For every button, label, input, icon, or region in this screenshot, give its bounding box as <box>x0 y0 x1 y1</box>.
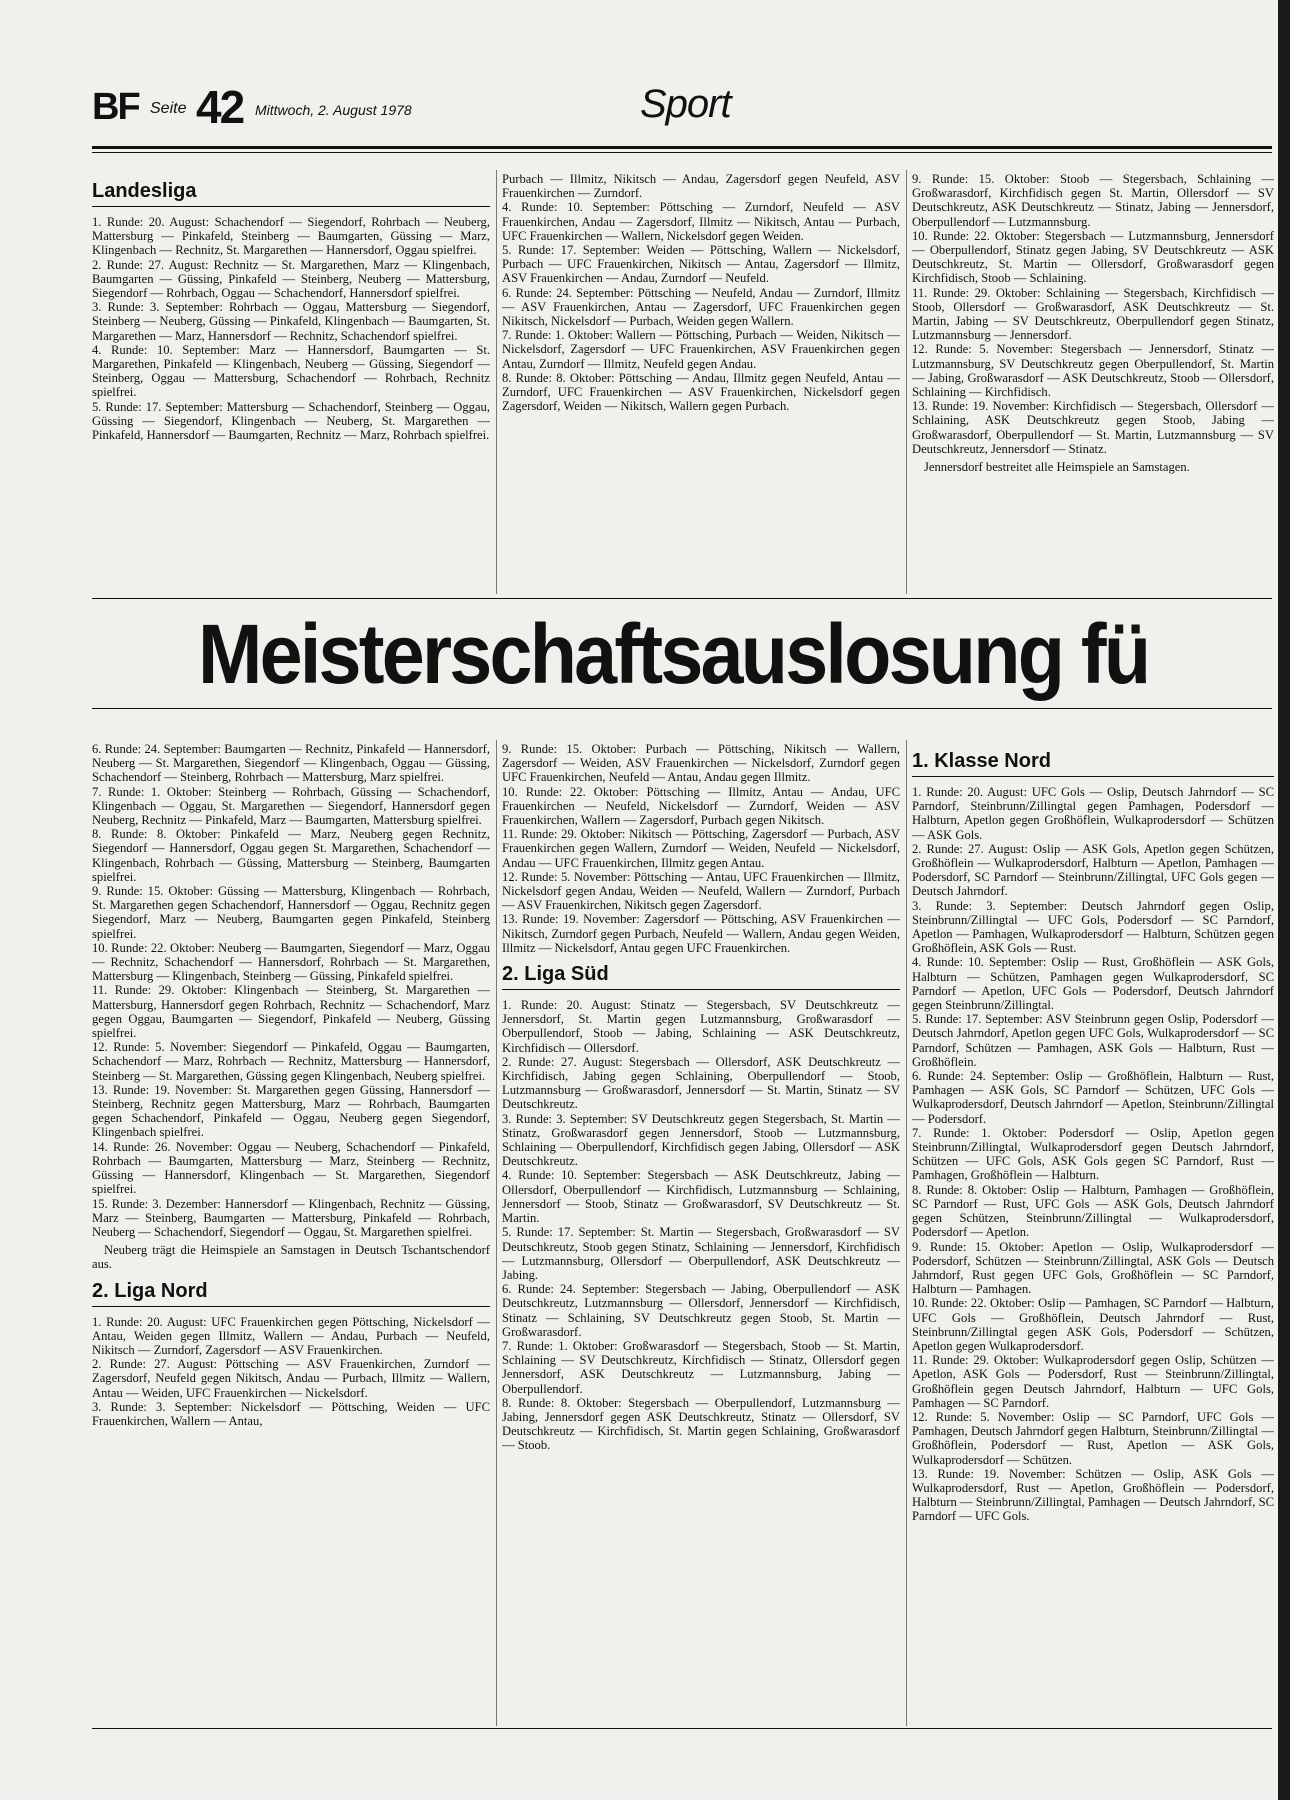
landesliga-column-lower <box>92 742 490 1722</box>
column-divider <box>906 170 907 594</box>
column-divider <box>906 740 907 1726</box>
klasse1nord-heading: 1. Klasse Nord <box>912 750 1274 777</box>
klasse1nord-column <box>912 742 1274 1722</box>
masthead-rule <box>92 146 1272 149</box>
liga2sued-rounds-9-13: 9. Runde: 15. Oktober: Stoob — Stegersbach, Schlaining — Großwarasdorf, Kirchfidisch gegen St. Martin, Ollersdorf — SV Deutschkreutz, ASK Deutschkreutz — Stinatz, Jabing — Jennersdorf, Oberpullendorf — Lutzmannsburg. 10. Runde: 22. Oktober: Stegersbach — Lutzmannsburg, Jennersdorf — Oberpullendorf, Stinatz gegen Jabing, SV Deutschkreutz — ASK Deutschkreutz, St. Martin — Ollersdorf, Großwarasdorf gegen Kirchfidisch, Stoob — Schlaining. 11. Runde: 29. Oktober: Schlaining — Stegersbach, Kirchfidisch — Stoob, Ollersdorf — Großwarasdorf, ASK Deutschkreutz — St. Martin, Jabing — SV Deutschkreutz, Oberpullendorf gegen Stinatz, Lutzmannsburg — Jennersdorf. 12. Runde: 5. November: Stegersbach — Jennersdorf, Stinatz — Lutzmannsburg, SV Deutschkreutz gegen Oberpullendorf, St. Martin — Jabing, Großwarasdorf — ASK Deutschkreutz, Stoob — Ollersdorf, Schlaining — Kirchfidisch. 13. Runde: 19. November: Kirchfidisch — Stegersbach, Ollersdorf — Schlaining, ASK Deutschkreutz gegen Stoob, Jabing — Großwarasdorf, Oberpullendorf — St. Martin, Lutzmannsburg — SV Deutschkreutz, Jennersdorf — Stinatz. <box>912 172 1274 456</box>
liga2sued-column-upper <box>912 172 1274 592</box>
liga2nord-rounds-3-8: Purbach — Illmitz, Nikitsch — Andau, Zagersdorf gegen Neufeld, ASV Frauenkirchen — Zurndorf. 4. Runde: 10. September: Pöttsching — Zurndorf, Neufeld — ASV Frauenkirchen, Andau — Zagersdorf, Illmitz — Nikitsch, Antau — Purbach, UFC Frauenkirchen — Wallern, Nickelsdorf gegen Weiden. 5. Runde: 17. September: Weiden — Pöttsching, Wallern — Nickelsdorf, Purbach — UFC Frauenkirchen, Nikitsch — Antau, Zagersdorf — Illmitz, ASV Frauenkirchen — Andau, Zurndorf — Neufeld. 6. Runde: 24. September: Pöttsching — Neufeld, Andau — Zurndorf, Illmitz — ASV Frauenkirchen, Antau — Zagersdorf, UFC Frauenkirchen gegen Nikitsch, Nickelsdorf — Purbach, Weiden gegen Wallern. 7. Runde: 1. Oktober: Wallern — Pöttsching, Purbach — Weiden, Nikitsch — Nickelsdorf, Zagersdorf — UFC Frauenkirchen, ASV Frauenkirchen gegen Antau, Zurndorf — Illmitz, Neufeld gegen Andau. 8. Runde: 8. Oktober: Pöttsching — Andau, Illmitz gegen Neufeld, Antau — Zurndorf, UFC Frauenkirchen — ASV Frauenkirchen, Nickelsdorf gegen Zagersdorf, Weiden — Nikitsch, Wallern gegen Purbach. <box>502 172 900 414</box>
liga2nord-rounds-9-13: 9. Runde: 15. Oktober: Purbach — Pöttsching, Nikitsch — Wallern, Zagersdorf — Weiden, ASV Frauenkirchen — Nickelsdorf, Zurndorf gegen UFC Frauenkirchen, Neufeld — Antau, Andau gegen Illmitz. 10. Runde: 22. Oktober: Pöttsching — Illmitz, Antau — Andau, UFC Frauenkirchen — Neufeld, Nickelsdorf — Zurndorf, Weiden — ASV Frauenkirchen, Wallern — Zagersdorf, Purbach gegen Nikitsch. 11. Runde: 29. Oktober: Nikitsch — Pöttsching, Zagersdorf — Purbach, ASV Frauenkirchen gegen Wallern, Zurndorf — Weiden, Neufeld — Nickelsdorf, Andau — UFC Frauenkirchen, Illmitz gegen Antau. 12. Runde: 5. November: Pöttsching — Antau, UFC Frauenkirchen — Illmitz, Nickelsdorf gegen Andau, Weiden — Neufeld, Wallern — Zurndorf, Purbach — ASV Frauenkirchen, Nikitsch gegen Zagersdorf. 13. Runde: 19. November: Zagersdorf — Pöttsching, ASV Frauenkirchen — Nikitsch, Zurndorf gegen Purbach, Neufeld — Wallern, Andau gegen Weiden, Illmitz — Nickelsdorf, Antau gegen UFC Frauenkirchen. <box>502 742 900 955</box>
liga2sued-heading: 2. Liga Süd <box>502 963 900 990</box>
landesliga-rounds-1-5: 1. Runde: 20. August: Schachendorf — Siegendorf, Rohrbach — Neuberg, Mattersburg — Pinkafeld, Steinberg — Baumgarten, Güssing — Marz, Klingenbach — Rechnitz, St. Margarethen — Hannersdorf, Oggau spielfrei. 2. Runde: 27. August: Rechnitz — St. Margarethen, Marz — Klingenbach, Baumgarten — Güssing, Pinkafeld — Steinberg, Neuberg — Mattersburg, Siegendorf — Rohrbach, Oggau — Schachendorf, Hannersdorf spielfrei. 3. Runde: 3. September: Rohrbach — Oggau, Mattersburg — Siegendorf, Steinberg — Neuberg, Güssing — Pinkafeld, Klingenbach — Baumgarten, St. Margarethen — Marz, Hannersdorf — Rechnitz, Schachendorf spielfrei. 4. Runde: 10. September: Marz — Hannersdorf, Baumgarten — St. Margarethen, Pinkafeld — Klingenbach, Neuberg — Güssing, Siegendorf — Steinberg, Oggau — Mattersburg, Schachendorf — Rohrbach, Rechnitz spielfrei. 5. Runde: 17. September: Mattersburg — Schachendorf, Steinberg — Oggau, Güssing — Siegendorf, Klingenbach — Neuberg, St. Margarethen — Pinkafeld, Hannersdorf — Baumgarten, Rechnitz — Marz, Rohrbach spielfrei. <box>92 215 490 443</box>
landesliga-rounds-6-15: 6. Runde: 24. September: Baumgarten — Rechnitz, Pinkafeld — Hannersdorf, Neuberg — St. Margarethen, Siegendorf — Klingenbach, Oggau — Güssing, Schachendorf — Steinberg, Rohrbach — Mattersburg, Marz spielfrei. 7. Runde: 1. Oktober: Steinberg — Rohrbach, Güssing — Schachendorf, Klingenbach — Oggau, St. Margarethen — Siegendorf, Hannersdorf gegen Neuberg, Rechnitz — Pinkafeld, Marz — Baumgarten, Mattersburg spielfrei. 8. Runde: 8. Oktober: Pinkafeld — Marz, Neuberg gegen Rechnitz, Siegendorf — Hannersdorf, Oggau gegen St. Margarethen, Schachendorf — Klingenbach, Rohrbach — Güssing, Mattersburg — Steinberg, Baumgarten spielfrei. 9. Runde: 15. Oktober: Güssing — Mattersburg, Klingenbach — Rohrbach, St. Margarethen gegen Schachendorf, Hannersdorf — Oggau, Rechnitz gegen Siegendorf, Marz — Neuberg, Baumgarten gegen Pinkafeld, Steinberg spielfrei. 10. Runde: 22. Oktober: Neuberg — Baumgarten, Siegendorf — Marz, Oggau — Rechnitz, Schachendorf — Hannersdorf, Rohrbach — St. Margarethen, Mattersburg — Klingenbach, Steinberg — Güssing, Pinkafeld spielfrei. 11. Runde: 29. Oktober: Klingenbach — Steinberg, St. Margarethen — Mattersburg, Hannersdorf gegen Rohrbach, Rechnitz — Schachendorf, Marz gegen Oggau, Baumgarten — Siegendorf, Pinkafeld — Neuberg, Güssing spielfrei. 12. Runde: 5. November: Siegendorf — Pinkafeld, Oggau — Baumgarten, Schachendorf — Marz, Rohrbach — Rechnitz, Mattersburg — Hannersdorf, Steinberg — St. Margarethen, Güssing gegen Klingenbach, Neuberg spielfrei. 13. Runde: 19. November: St. Margarethen gegen Güssing, Hannersdorf — Steinberg, Rechnitz gegen Mattersburg, Marz — Rohrbach, Baumgarten gegen Schachendorf, Pinkafeld — Oggau, Neuberg gegen Siegendorf, Klingenbach spielfrei. 14. Runde: 26. November: Oggau — Neuberg, Schachendorf — Pinkafeld, Rohrbach — Baumgarten, Mattersburg — Marz, Steinberg — Rechnitz, Güssing — Hannersdorf, Klingenbach — St. Margarethen, Siegendorf spielfrei. 15. Runde: 3. Dezember: Hannersdorf — Klingenbach, Rechnitz — Güssing, Marz — Steinberg, Baumgarten — Mattersburg, Pinkafeld — Rohrbach, Neuberg — Schachendorf, Siegendorf — Oggau, St. Margarethen spielfrei. <box>92 742 490 1239</box>
page-number: 42 <box>196 81 244 133</box>
column-divider <box>496 740 497 1726</box>
banner-headline: Meisterschaftsauslosung fü <box>198 607 1149 701</box>
banner-rule-top <box>92 598 1272 599</box>
liga2sued-rounds-1-8: 1. Runde: 20. August: Stinatz — Stegersbach, SV Deutschkreutz — Jennersdorf, St. Martin gegen Lutzmannsburg, Großwarasdorf — Oberpullendorf, Stoob — Jabing, Schlaining — ASK Deutschkreutz, Kirchfidisch — Ollersdorf. 2. Runde: 27. August: Stegersbach — Ollersdorf, ASK Deutschkreutz — Kirchfidisch, Jabing gegen Schlaining, Oberpullendorf — Stoob, Lutzmannsburg — Großwarasdorf, Jennersdorf — St. Martin, Stinatz — SV Deutschkreutz. 3. Runde: 3. September: SV Deutschkreutz gegen Stegersbach, St. Martin — Stinatz, Großwarasdorf gegen Jennersdorf, Stoob — Lutzmannsburg, Schlaining — Oberpullendorf, Kirchfidisch gegen Jabing, Ollersdorf — ASK Deutschkreutz. 4. Runde: 10. September: Stegersbach — ASK Deutschkreutz, Jabing — Ollersdorf, Oberpullendorf — Kirchfidisch, Lutzmannsburg — Schlaining, Jennersdorf — Stoob, Stinatz — Großwarasdorf, SV Deutschkreutz — St. Martin. 5. Runde: 17. September: St. Martin — Stegersbach, Großwarasdorf — SV Deutschkreutz, Stoob gegen Stinatz, Schlaining — Jennersdorf, Kirchfidisch — Lutzmannsburg, Ollersdorf — Oberpullendorf, ASK Deutschkreutz — Jabing. 6. Runde: 24. September: Stegersbach — Jabing, Oberpullendorf — ASK Deutschkreutz, Lutzmannsburg — Ollersdorf, Jennersdorf — Kirchfidisch, Stinatz — Schlaining, SV Deutschkreutz gegen Stoob, St. Martin — Großwarasdorf. 7. Runde: 1. Oktober: Großwarasdorf — Stegersbach, Stoob — St. Martin, Schlaining — SV Deutschkreutz, Kirchfidisch — Stinatz, Ollersdorf gegen Jennersdorf, ASK Deutschkreutz — Lutzmannsburg, Jabing — Oberpullendorf. 8. Runde: 8. Oktober: Stegersbach — Oberpullendorf, Lutzmannsburg — Jabing, Jennersdorf gegen ASK Deutschkreutz, Stinatz — Ollersdorf, SV Deutschkreutz — Kirchfidisch, St. Martin gegen Schlaining, Großwarasdorf — Stoob. <box>502 998 900 1453</box>
masthead-date: Mittwoch, 2. August 1978 <box>255 102 412 118</box>
section-title: Sport <box>640 82 731 126</box>
page-bottom-rule <box>92 1728 1272 1729</box>
liga2nord-rounds-1-3: 1. Runde: 20. August: UFC Frauenkirchen gegen Pöttsching, Nickelsdorf — Antau, Weiden gegen Illmitz, Wallern — Andau, Purbach — Neufeld, Nikitsch — Zurndorf, Zagersdorf — ASV Frauenkirchen. 2. Runde: 27. August: Pöttsching — ASV Frauenkirchen, Zurndorf — Zagersdorf, Neufeld gegen Nikitsch, Andau — Purbach, Illmitz — Wallern, Antau — Weiden, UFC Frauenkirchen — Nickelsdorf. 3. Runde: 3. September: Nickelsdorf — Pöttsching, Weiden — UFC Frauenkirchen, Wallern — Antau, <box>92 1314 490 1428</box>
liga2nord-heading: 2. Liga Nord <box>92 1280 490 1307</box>
liga2sued-note: Jennersdorf bestreitet alle Heimspiele an Samstagen. <box>924 460 1190 475</box>
masthead-rule-thin <box>92 152 1272 153</box>
liga2nord-column-lower <box>502 742 900 1722</box>
banner-rule-bottom <box>92 708 1272 709</box>
masthead-logo: BF <box>92 86 139 128</box>
landesliga-column-upper <box>92 172 490 592</box>
masthead-seite-label: Seite <box>150 100 187 117</box>
masthead <box>92 78 1272 138</box>
page-gutter-shadow <box>1278 0 1290 1800</box>
liga2nord-column-upper <box>502 172 900 592</box>
klasse1nord-rounds-1-13: 1. Runde: 20. August: UFC Gols — Oslip, Deutsch Jahrndorf — SC Parndorf, Steinbrunn/Zillingtal gegen Pamhagen, Podersdorf — Halbturn, Apetlon gegen Großhöflein, Wulkaprodersdorf — Schützen — ASK Gols. 2. Runde: 27. August: Oslip — ASK Gols, Apetlon gegen Schützen, Großhöflein — Wulkaprodersdorf, Halbturn — Apetlon, Pamhagen — Podersdorf, SC Parndorf — Steinbrunn/Zillingtal, UFC Gols gegen — Deutsch Jahrndorf. 3. Runde: 3. September: Deutsch Jahrndorf gegen Oslip, Steinbrunn/Zillingtal — UFC Gols, Podersdorf — SC Parndorf, Apetlon — Pamhagen, Wulkaprodersdorf — Halbturn, Schützen gegen Großhöflein, ASK Gols — Rust. 4. Runde: 10. September: Oslip — Rust, Großhöflein — ASK Gols, Halbturn — Schützen, Pamhagen gegen Wulkaprodersdorf, SC Parndorf — Apetlon, UFC Gols — Podersdorf, Deutsch Jahrndorf gegen Steinbrunn/Zillingtal. 5. Runde: 17. September: ASV Steinbrunn gegen Oslip, Podersdorf — Deutsch Jahrndorf, Apetlon gegen UFC Gols, Wulkaprodersdorf — SC Parndorf, Schützen — Pamhagen, ASK Gols — Halbturn, Rust — Großhöflein. 6. Runde: 24. September: Oslip — Großhöflein, Halbturn — Rust, Pamhagen — ASK Gols, SC Parndorf — Schützen, UFC Gols — Wulkaprodersdorf, Deutsch Jahrndorf — Apetlon, Steinbrunn/Zillingtal — Podersdorf. 7. Runde: 1. Oktober: Podersdorf — Oslip, Apetlon gegen Steinbrunn/Zillingtal, Wulkaprodersdorf gegen Deutsch Jahrndorf, Schützen — UFC Gols, ASK Gols gegen SC Parndorf, Rust — Pamhagen, Großhöflein — Halbturn. 8. Runde: 8. Oktober: Oslip — Halbturn, Pamhagen — Großhöflein, SC Parndorf — Rust, UFC Gols — ASK Gols, Deutsch Jahrndorf gegen Schützen, Steinbrunn/Zillingtal — Wulkaprodersdorf, Podersdorf — Apetlon. 9. Runde: 15. Oktober: Apetlon — Oslip, Wulkaprodersdorf — Podersdorf, Schützen — Steinbrunn/Zillingtal, ASK Gols — Deutsch Jahrndorf, Rust gegen UFC Gols, Großhöflein — SC Parndorf, Halbturn — Pamhagen. 10. Runde: 22. Oktober: Oslip — Pamhagen, SC Parndorf — Halbturn, UFC Gols — Großhöflein, Deutsch Jahrndorf — Rust, Steinbrunn/Zillingtal gegen ASK Gols, Podersdorf — Schützen, Apetlon gegen Wulkaprodersdorf. 11. Runde: 29. Oktober: Wulkaprodersdorf gegen Oslip, Schützen — Apetlon, ASK Gols — Podersdorf, Rust — Steinbrunn/Zillingtal, Großhöflein gegen Deutsch Jahrndorf, Halbturn — UFC Gols, Pamhagen — SC Parndorf. 12. Runde: 5. November: Oslip — SC Parndorf, UFC Gols — Pamhagen, Deutsch Jahrndorf gegen Halbturn, Steinbrunn/Zillingtal — Großhöflein, Podersdorf — Rust, Apetlon — ASK Gols, Wulkaprodersdorf — Schützen. 13. Runde: 19. November: Schützen — Oslip, ASK Gols — Wulkaprodersdorf, Rust — Apetlon, Großhöflein — Podersdorf, Halbturn — Steinbrunn/Zillingtal, Pamhagen — Deutsch Jahrndorf, SC Parndorf — UFC Gols. <box>912 785 1274 1524</box>
landesliga-note: Neuberg trägt die Heimspiele an Samstagen in Deutsch Tschantschendorf aus. <box>92 1243 490 1272</box>
column-divider <box>496 170 497 594</box>
landesliga-heading: Landesliga <box>92 180 490 207</box>
